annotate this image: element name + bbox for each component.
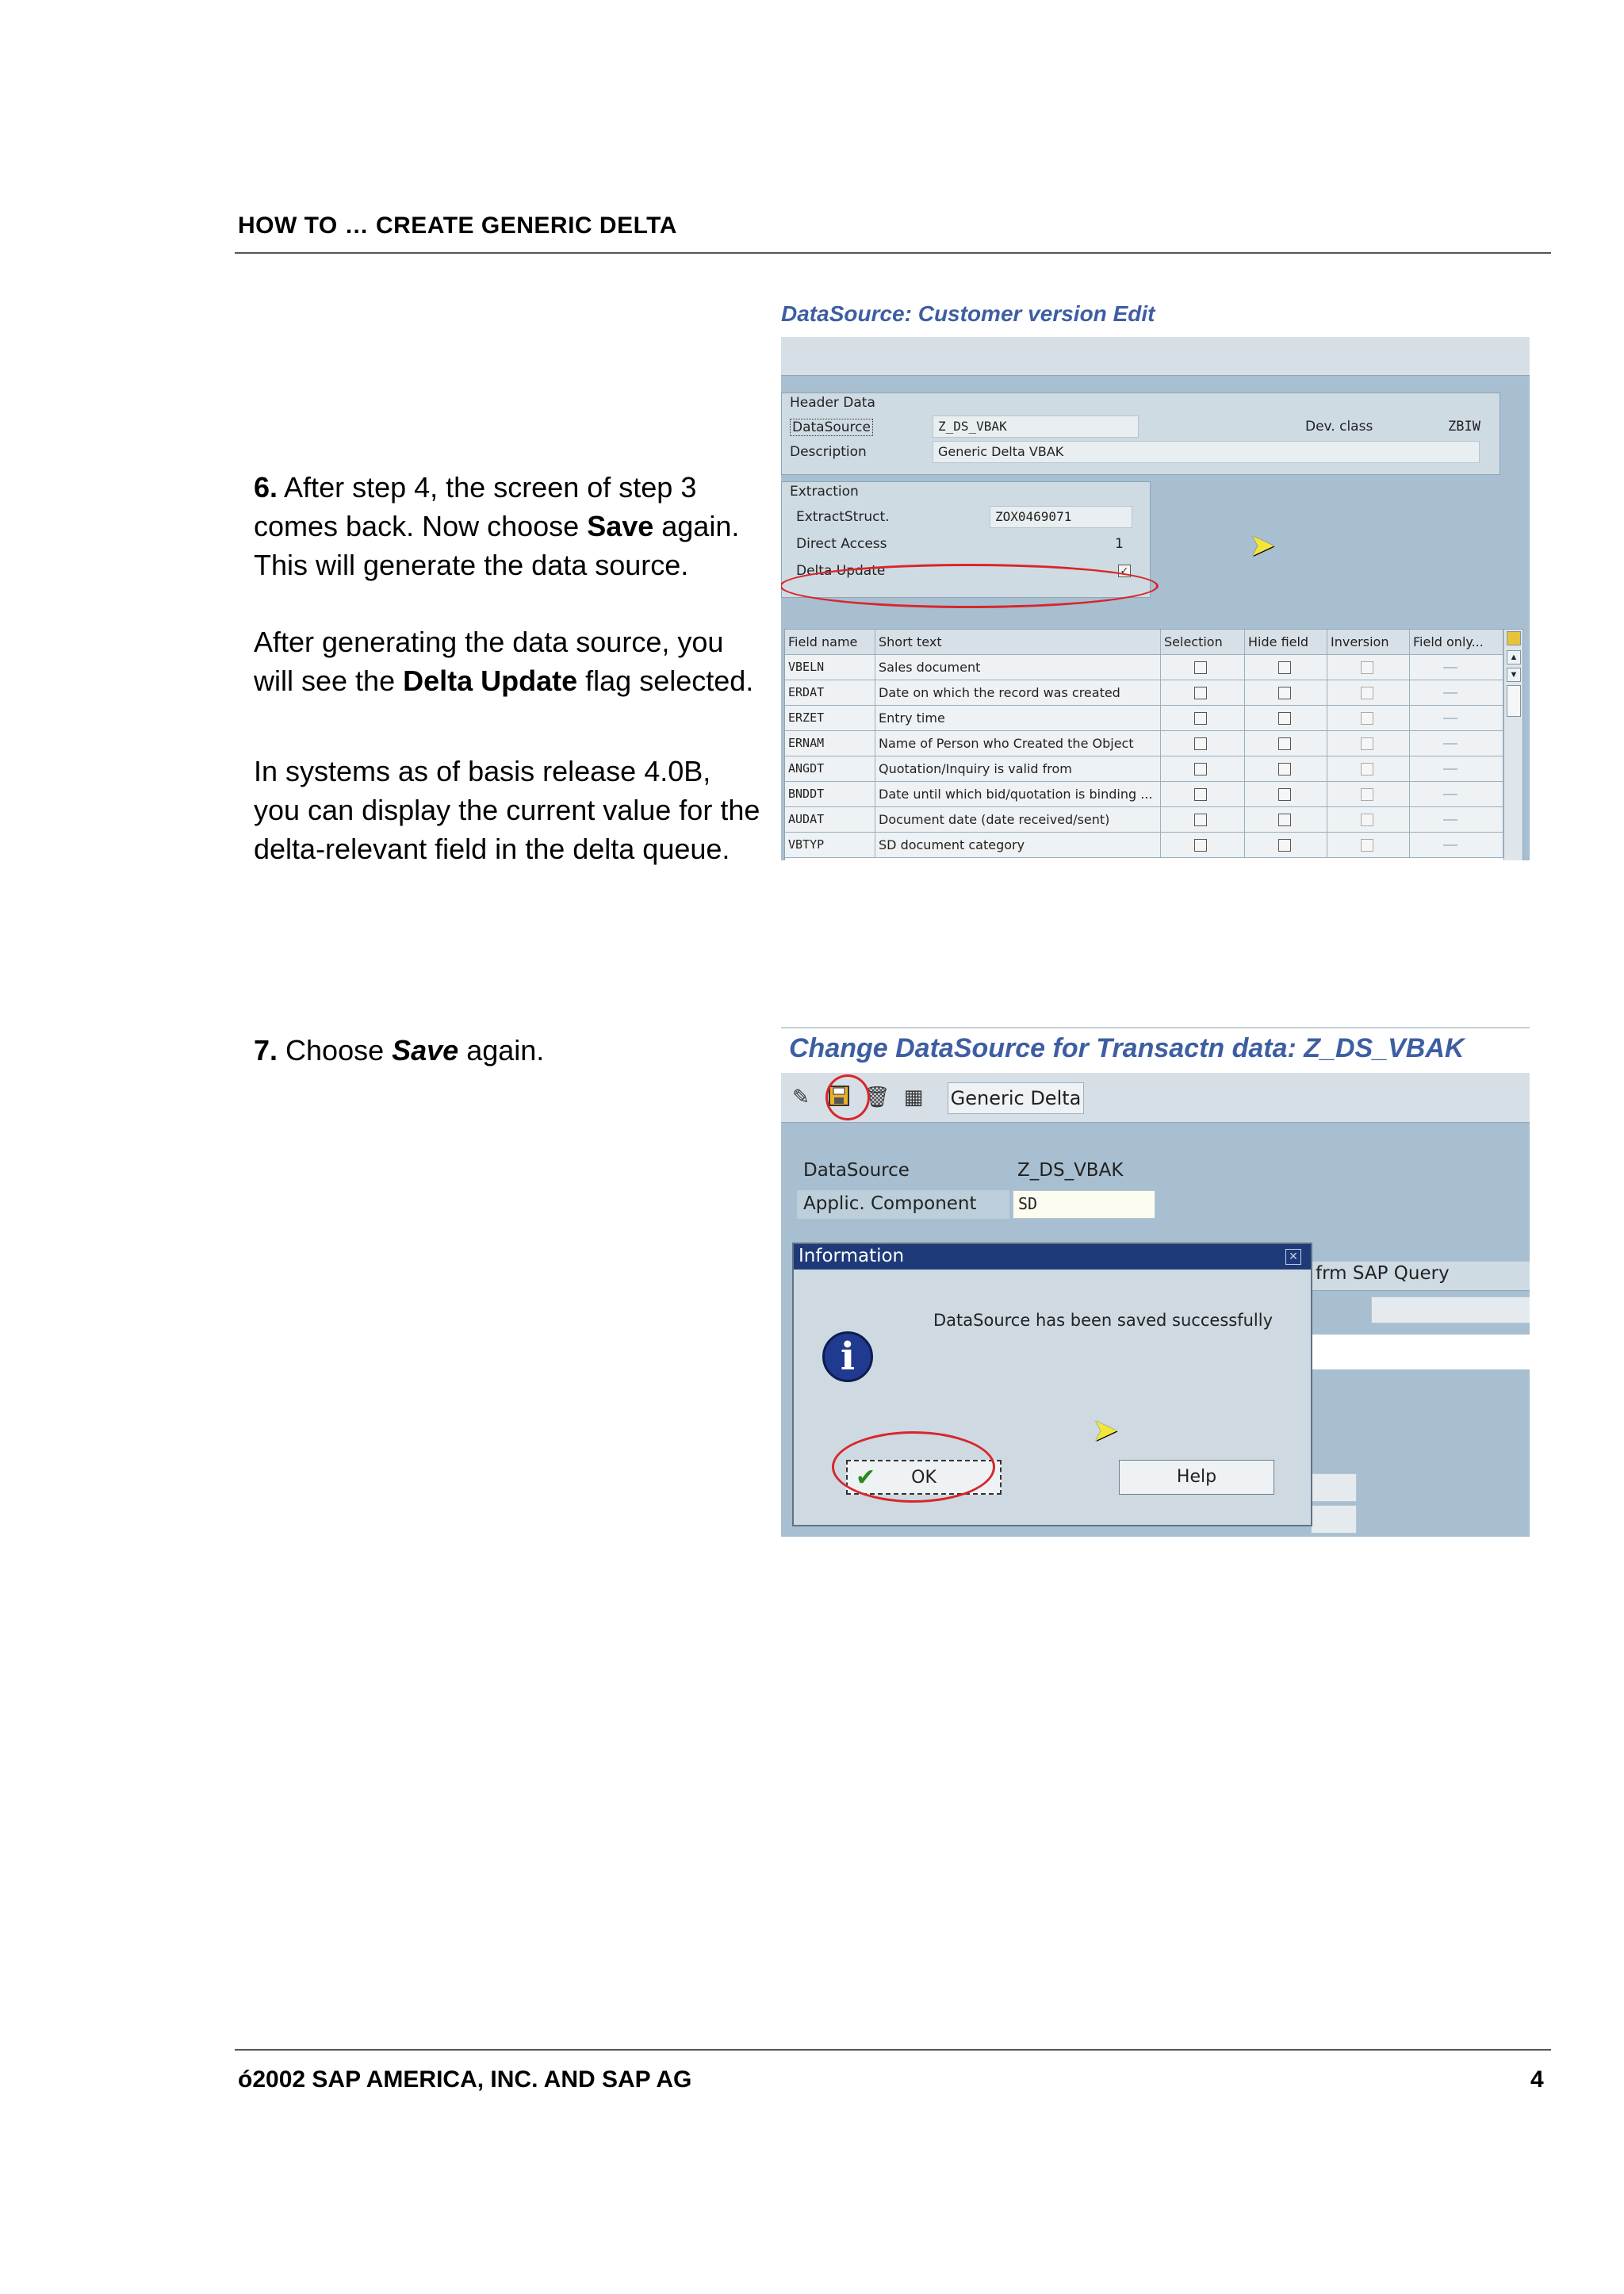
step6-text-after: again. This will generate the data source. — [254, 510, 740, 581]
dialog-message: DataSource has been saved successfully — [933, 1311, 1273, 1330]
step6-paragraph-3: In systems as of basis release 4.0B, you can display the current value for the delta-relevant field in the delta queue. — [254, 755, 760, 865]
table-icon[interactable]: ▦ — [903, 1086, 924, 1109]
datasource-field[interactable]: Z_DS_VBAK — [933, 416, 1139, 438]
inversion-checkbox[interactable] — [1361, 737, 1373, 750]
step6-paragraph-2 — [254, 622, 761, 700]
information-dialog — [792, 1243, 1312, 1526]
background-tab-label[interactable]: frm SAP Query — [1316, 1263, 1450, 1284]
mouse-cursor-icon: ➤ — [1249, 528, 1276, 563]
background-field-3 — [1311, 1505, 1357, 1534]
devclass-label: Dev. class — [1305, 419, 1373, 435]
hide-field-checkbox[interactable] — [1278, 788, 1291, 801]
step6-p2-bold: Delta Update — [403, 664, 578, 697]
directaccess-value: 1 — [1115, 536, 1124, 552]
footer-copyright: ó2002 SAP AMERICA, INC. AND SAP AG — [238, 2066, 692, 2093]
col-selection[interactable]: Selection — [1161, 630, 1245, 654]
deltaupdate-checkbox[interactable]: ✓ — [1118, 565, 1131, 577]
step7-paragraph — [254, 1031, 761, 1070]
generic-delta-button[interactable]: Generic Delta — [948, 1082, 1084, 1114]
row-field-name: VBTYP — [785, 833, 875, 857]
table-settings-icon[interactable] — [1507, 631, 1521, 645]
fields-table — [784, 629, 1523, 860]
step6-p2-before: After generating the data source, you will see the — [254, 626, 724, 697]
deltaupdate-label: Delta Update — [796, 563, 886, 579]
header-data-group — [781, 393, 1500, 475]
screenshot1-window — [781, 337, 1530, 860]
hide-field-checkbox[interactable] — [1278, 839, 1291, 852]
display-change-icon[interactable]: ✎ — [792, 1086, 810, 1109]
step6-number: 6. — [254, 471, 278, 504]
page-number: 4 — [1530, 2066, 1544, 2093]
step6-paragraph — [254, 468, 761, 584]
scroll-up-icon[interactable]: ▲ — [1507, 650, 1521, 664]
field-only-dash — [1443, 692, 1457, 694]
row-short-text: Quotation/Inquiry is valid from — [875, 756, 1161, 781]
screenshot2-window — [781, 1073, 1530, 1537]
step6-text-before: After step 4, the screen of step 3 comes back. Now choose — [254, 471, 697, 542]
save-highlight — [825, 1074, 870, 1120]
row-short-text: SD document category — [875, 833, 1161, 857]
devclass-value: ZBIW — [1448, 419, 1480, 435]
table-row[interactable] — [785, 756, 1503, 782]
row-field-name: ERNAM — [785, 731, 875, 756]
field-only-dash — [1443, 718, 1457, 719]
table-row[interactable] — [785, 807, 1503, 833]
table-scrollbar[interactable] — [1503, 630, 1523, 860]
row-field-name: ERZET — [785, 706, 875, 730]
row-short-text: Entry time — [875, 706, 1161, 730]
dialog-title: Information — [799, 1246, 905, 1266]
hide-field-checkbox[interactable] — [1278, 687, 1291, 699]
delta-update-highlight — [781, 564, 1159, 608]
extractstruct-field[interactable]: ZOX0469071 — [990, 506, 1132, 528]
inversion-checkbox[interactable] — [1361, 839, 1373, 852]
screenshot2-title: Change DataSource for Transactn data: Z_DS_VBAK — [789, 1033, 1465, 1063]
help-button[interactable]: Help — [1119, 1460, 1274, 1495]
col-field-only[interactable]: Field only... — [1410, 630, 1503, 654]
selection-checkbox[interactable] — [1194, 763, 1207, 776]
row-field-name: VBELN — [785, 655, 875, 680]
hide-field-checkbox[interactable] — [1278, 814, 1291, 826]
step6-save-word: Save — [587, 510, 654, 542]
header-divider — [235, 252, 1551, 254]
page-header: HOW TO … CREATE GENERIC DELTA — [238, 213, 677, 239]
mouse-cursor-icon: ➤ — [1092, 1413, 1119, 1448]
table-row[interactable] — [785, 833, 1503, 858]
hide-field-checkbox[interactable] — [1278, 712, 1291, 725]
selection-checkbox[interactable] — [1194, 788, 1207, 801]
table-header-row — [785, 630, 1503, 655]
table-row[interactable] — [785, 680, 1503, 706]
step7-text-after: again. — [458, 1034, 545, 1067]
ok-highlight — [832, 1431, 995, 1503]
datasource-label: DataSource — [803, 1160, 910, 1181]
screenshot1-toolbar — [781, 337, 1530, 376]
background-field — [1371, 1296, 1530, 1323]
row-short-text: Document date (date received/sent) — [875, 807, 1161, 832]
close-icon[interactable]: ✕ — [1285, 1249, 1301, 1265]
col-hide-field[interactable]: Hide field — [1245, 630, 1327, 654]
col-short-text[interactable]: Short text — [875, 630, 1161, 654]
inversion-checkbox[interactable] — [1361, 687, 1373, 699]
datasource-value: Z_DS_VBAK — [1017, 1160, 1124, 1181]
hide-field-checkbox[interactable] — [1278, 661, 1291, 674]
description-label: Description — [790, 444, 867, 460]
inversion-checkbox[interactable] — [1361, 763, 1373, 776]
ok-button-label: OK — [911, 1468, 936, 1488]
scroll-down-icon[interactable]: ▼ — [1507, 668, 1521, 682]
hide-field-checkbox[interactable] — [1278, 763, 1291, 776]
row-field-name: ERDAT — [785, 680, 875, 705]
field-only-dash — [1443, 844, 1457, 846]
dialog-titlebar — [794, 1244, 1311, 1270]
field-only-dash — [1443, 743, 1457, 745]
description-field[interactable]: Generic Delta VBAK — [933, 441, 1480, 463]
row-short-text: Date on which the record was created — [875, 680, 1161, 705]
delete-icon[interactable]: 🗑 — [864, 1086, 891, 1109]
inversion-checkbox[interactable] — [1361, 814, 1373, 826]
inversion-checkbox[interactable] — [1361, 661, 1373, 674]
selection-checkbox[interactable] — [1194, 661, 1207, 674]
row-field-name: ANGDT — [785, 756, 875, 781]
extractstruct-label: ExtractStruct. — [796, 509, 890, 525]
screenshot2-toolbar — [781, 1073, 1530, 1123]
step7-text-before: Choose — [278, 1034, 393, 1067]
selection-checkbox[interactable] — [1194, 839, 1207, 852]
directaccess-label: Direct Access — [796, 536, 887, 552]
checkmark-icon: ✔ — [856, 1464, 876, 1492]
info-icon: i — [822, 1331, 873, 1382]
col-field-name[interactable]: Field name — [785, 630, 875, 654]
col-inversion[interactable]: Inversion — [1327, 630, 1410, 654]
applcomp-label: Applic. Component — [803, 1193, 977, 1214]
inversion-checkbox[interactable] — [1361, 788, 1373, 801]
screenshot-change-datasource — [781, 1027, 1530, 1537]
row-short-text: Date until which bid/quotation is binding ... — [875, 782, 1161, 806]
row-short-text: Sales document — [875, 655, 1161, 680]
background-panel — [1311, 1335, 1530, 1369]
datasource-label: DataSource — [790, 419, 873, 436]
extraction-tab: Extraction — [790, 484, 859, 500]
step7-save-word: Save — [392, 1034, 459, 1067]
header-data-tab: Header Data — [790, 395, 875, 411]
row-field-name: AUDAT — [785, 807, 875, 832]
table-row[interactable] — [785, 731, 1503, 756]
screenshot2-top-line — [781, 1027, 1530, 1028]
applcomp-field[interactable]: SD — [1013, 1190, 1155, 1219]
selection-checkbox[interactable] — [1194, 814, 1207, 826]
selection-checkbox[interactable] — [1194, 687, 1207, 699]
field-only-dash — [1443, 768, 1457, 770]
field-only-dash — [1443, 819, 1457, 821]
table-row[interactable] — [785, 655, 1503, 680]
inversion-checkbox[interactable] — [1361, 712, 1373, 725]
row-short-text: Name of Person who Created the Object — [875, 731, 1161, 756]
selection-checkbox[interactable] — [1194, 737, 1207, 750]
table-row[interactable] — [785, 706, 1503, 731]
step7-number: 7. — [254, 1034, 278, 1067]
footer-divider — [235, 2049, 1551, 2051]
table-row[interactable] — [785, 782, 1503, 807]
background-field-2 — [1311, 1473, 1357, 1502]
screenshot1-title: DataSource: Customer version Edit — [781, 301, 1155, 326]
step6-p2-after: flag selected. — [577, 664, 754, 697]
field-only-dash — [1443, 667, 1457, 668]
scroll-thumb[interactable] — [1507, 685, 1521, 717]
row-field-name: BNDDT — [785, 782, 875, 806]
field-only-dash — [1443, 794, 1457, 795]
screenshot-datasource-edit — [781, 301, 1530, 860]
hide-field-checkbox[interactable] — [1278, 737, 1291, 750]
selection-checkbox[interactable] — [1194, 712, 1207, 725]
